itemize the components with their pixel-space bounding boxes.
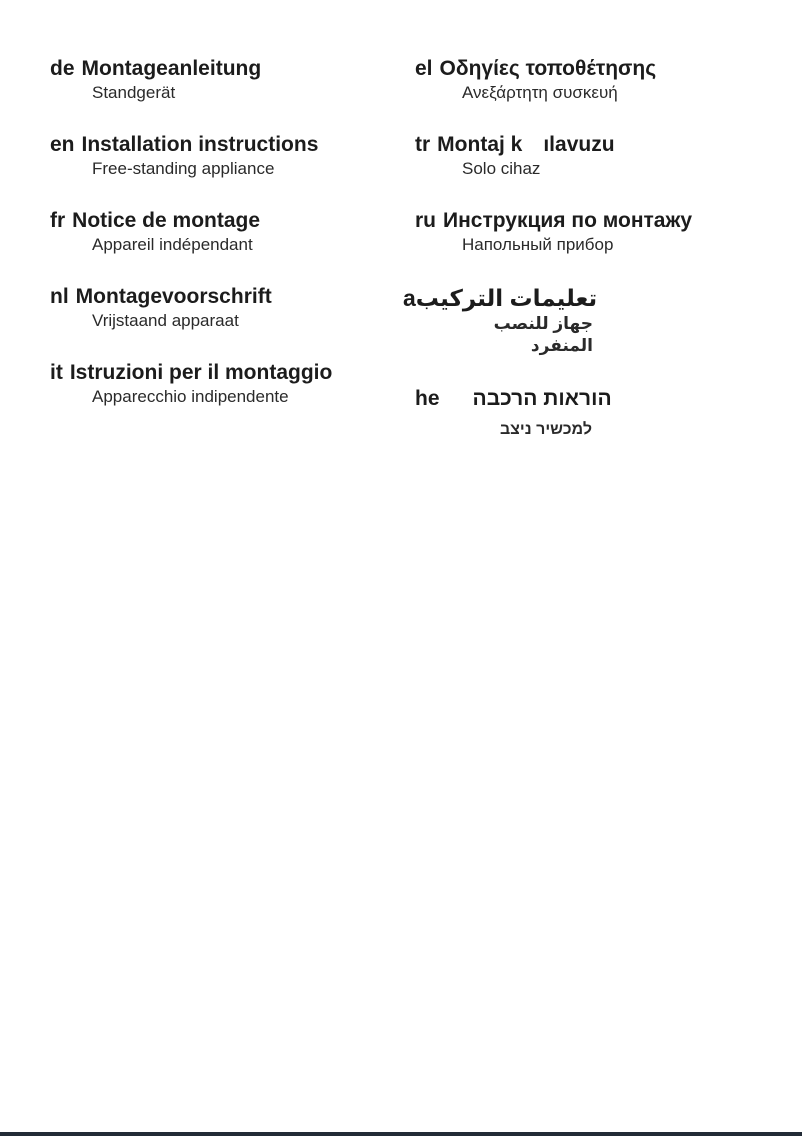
language-entry-tr (415, 131, 665, 179)
document-subtitle: Ανεξάρτητη συσκευή (462, 83, 618, 102)
document-title: Montageanleitung (81, 57, 262, 80)
title-line (415, 131, 665, 159)
document-title: Montagevoorschrift (75, 285, 272, 308)
document-subtitle: Solo cihaz (462, 159, 541, 178)
title-line (50, 131, 400, 159)
language-entry-ar (403, 283, 665, 357)
title-line (50, 55, 400, 83)
title-line (415, 385, 665, 413)
language-entry-fr (50, 207, 400, 255)
language-column-left (50, 55, 400, 435)
language-code: he (415, 387, 440, 410)
document-subtitle: Vrijstaand apparaat (92, 311, 239, 330)
language-code: de (50, 57, 75, 80)
language-entry-he (415, 385, 665, 441)
document-subtitle: Free-standing appliance (92, 159, 275, 178)
title-line (50, 359, 400, 387)
document-title: הוראות הרכבה (472, 387, 612, 410)
language-code: a (403, 285, 416, 311)
language-column-right (403, 55, 693, 469)
language-code: it (50, 361, 63, 384)
title-line (415, 55, 665, 83)
document-title: Notice de montage (72, 209, 261, 232)
document-subtitle: جهاز للنصب المنفرد (493, 314, 593, 355)
document-title: Installation instructions (81, 133, 319, 156)
document-subtitle: Appareil indépendant (92, 235, 253, 254)
document-subtitle: למכשיר ניצב (499, 421, 592, 438)
language-entry-el (415, 55, 665, 103)
document-title: Istruzioni per il montaggio (69, 361, 333, 384)
language-code: ru (415, 209, 436, 232)
language-code: el (415, 57, 433, 80)
document-title: Οδηγίες τοποθέτησης (439, 57, 657, 80)
document-title: Инструкция по монтажу (443, 209, 693, 232)
document-subtitle: Напольный прибор (462, 235, 614, 254)
language-code: en (50, 133, 75, 156)
language-entry-nl (50, 283, 400, 331)
language-code: tr (415, 133, 431, 156)
language-entry-ru (415, 207, 693, 255)
document-subtitle: Apparecchio indipendente (92, 387, 289, 406)
document-subtitle: Standgerät (92, 83, 176, 102)
language-entry-en (50, 131, 400, 179)
title-line (415, 207, 693, 235)
document-title: Montaj k ılavuzu (437, 133, 615, 156)
title-line (50, 207, 400, 235)
language-entry-it (50, 359, 400, 407)
language-code: nl (50, 285, 69, 308)
language-code: fr (50, 209, 66, 232)
language-entry-de (50, 55, 400, 103)
page-bottom-rule (0, 1132, 802, 1136)
title-line (403, 283, 665, 313)
document-title: تعليمات التركيب (415, 285, 598, 311)
title-line (50, 283, 400, 311)
